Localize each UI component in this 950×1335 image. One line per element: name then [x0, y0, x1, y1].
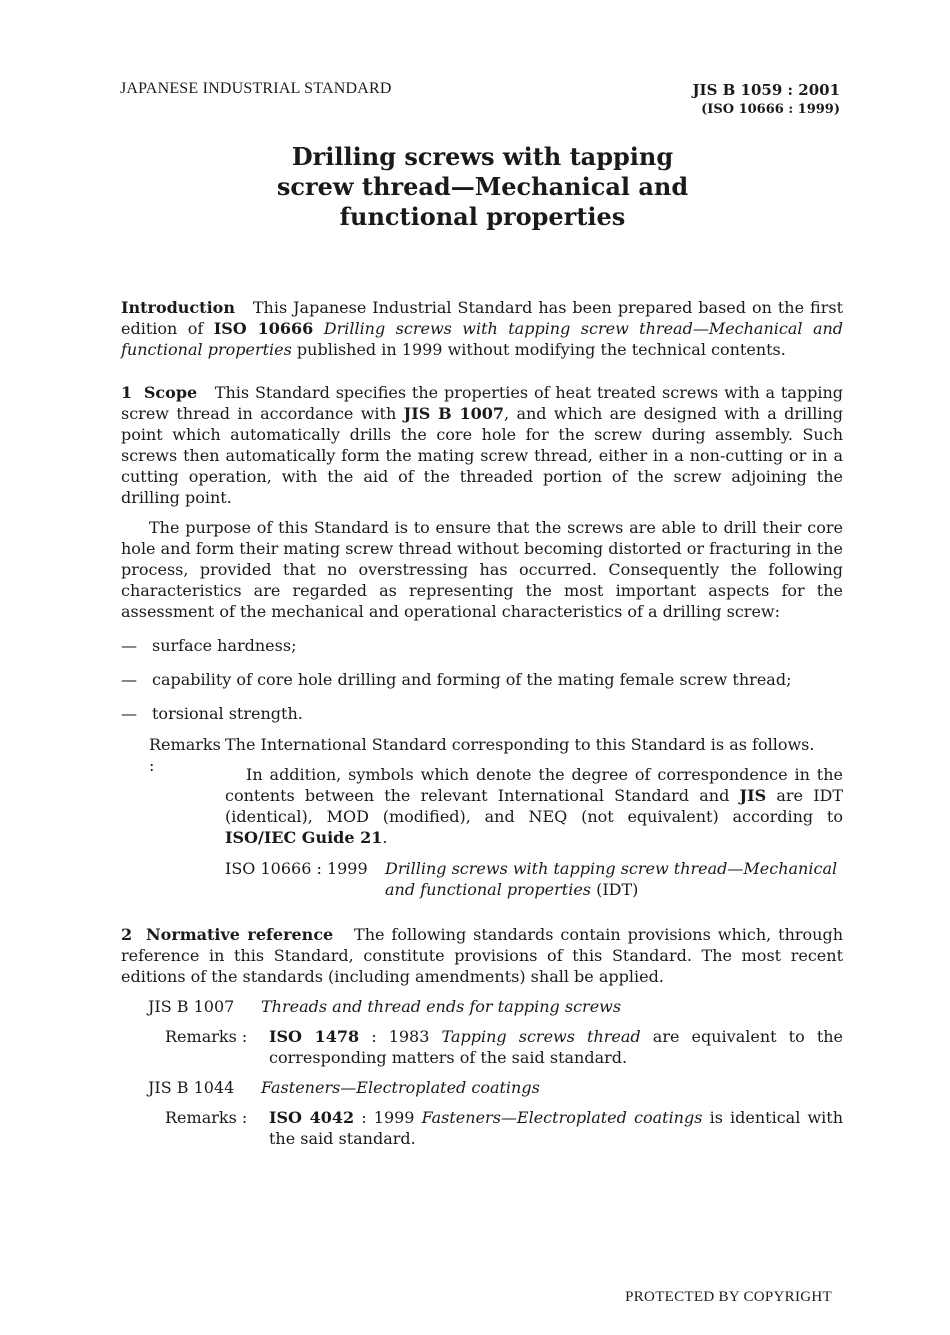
introduction-paragraph: [121, 297, 843, 360]
title-line-2: screw thread—Mechanical and: [276, 172, 689, 201]
reference-code: JIS B 1007: [148, 997, 235, 1016]
reference-code: JIS B 1044: [148, 1078, 235, 1097]
scope-purpose-paragraph: The purpose of this Standard is to ensure that the screws are able to drill their core hole and form their mating screw thread without becoming distorted or fracturing in the process, provided that no overstressing has occurred. Consequently the following characteristics are regarded as representing the most important aspects for the assessment of the mechanical and operational characteristics of a drilling screw:: [121, 518, 843, 621]
remarks-paragraph-2: [225, 764, 843, 848]
normative-reference-item: [121, 1077, 843, 1098]
copyright-footer: PROTECTED BY COPYRIGHT: [625, 1289, 832, 1305]
remarks-paragraph-1: The International Standard corresponding to this Standard is as follows.: [225, 735, 815, 754]
reference-remarks-tail: are equivalent to the corresponding matters of the said standard.: [269, 1027, 844, 1067]
remarks-text-c: .: [382, 828, 388, 847]
list-item: [121, 703, 843, 724]
list-item-text: torsional strength.: [152, 704, 303, 723]
remarks-jis: JIS: [739, 786, 767, 805]
normative-number: 2: [121, 925, 133, 944]
iso-correspondence: [225, 858, 843, 900]
reference-remarks-label: Remarks :: [165, 1027, 248, 1046]
dash-marker: —: [121, 670, 137, 689]
remarks-text-a: In addition, symbols which denote the degree of correspondence in the contents between the relevant International Standard and: [225, 765, 843, 805]
title-line-1: Drilling screws with tapping: [291, 142, 674, 171]
introduction-iso-ref: ISO 10666: [213, 319, 314, 338]
header-standard-label: JAPANESE INDUSTRIAL STANDARD: [120, 80, 392, 97]
list-item-text: surface hardness;: [152, 636, 297, 655]
normative-text: The following standards contain provisions which, through reference in this Standard, constitute provisions of this Standard. The most recent editions of the standards (including amendments) shall be applied.: [121, 925, 844, 986]
document-title: [200, 142, 765, 232]
introduction-heading: Introduction: [121, 298, 235, 317]
reference-remarks: [121, 1026, 843, 1068]
introduction-text-1: This Japanese Industrial Standard has been prepared based on the first edition of: [121, 298, 843, 338]
reference-remarks-label: Remarks :: [165, 1108, 248, 1127]
list-item-text: capability of core hole drilling and forming of the mating female screw thread;: [152, 670, 792, 689]
introduction-iso-title: Drilling screws with tapping screw thread—Mechanical and functional properties: [121, 319, 844, 359]
remarks-body: [225, 734, 843, 900]
scope-number: 1: [121, 383, 133, 402]
iso-correspondence-title-wrap: [385, 858, 843, 900]
reference-title: Threads and thread ends for tapping screws: [261, 997, 622, 1016]
header-designation-block: [650, 80, 840, 120]
reference-remarks-title: Fasteners—Electroplated coatings: [421, 1108, 703, 1127]
scope-text-1: This Standard specifies the properties of heat treated screws with a tapping screw thread in accordance with: [121, 383, 843, 423]
normative-reference-paragraph: [121, 924, 843, 987]
reference-remarks-year: : 1983: [371, 1027, 430, 1046]
reference-title: Fasteners—Electroplated coatings: [261, 1078, 540, 1097]
reference-remarks-text: [269, 1107, 843, 1149]
reference-remarks-tail: is identical with the said standard.: [269, 1108, 843, 1148]
document-body: [121, 297, 843, 1149]
remarks-label: Remarks :: [149, 735, 221, 775]
reference-remarks-year: : 1999: [361, 1108, 415, 1127]
reference-remarks-iso: ISO 1478: [269, 1027, 360, 1046]
scope-heading: Scope: [143, 383, 198, 402]
title-line-3: functional properties: [339, 202, 626, 231]
scope-paragraph: [121, 382, 843, 508]
scope-jis-ref: JIS B 1007: [403, 404, 504, 423]
introduction-text-2: published in 1999 without modifying the technical contents.: [296, 340, 786, 359]
iso-designation: (ISO 10666 : 1999): [701, 102, 840, 117]
iso-correspondence-title: Drilling screws with tapping screw thread—Mechanical and functional properties: [385, 859, 838, 899]
normative-heading: Normative reference: [146, 925, 334, 944]
iso-correspondence-code: ISO 10666 : 1999: [225, 859, 368, 878]
remarks-guide-ref: ISO/IEC Guide 21: [225, 828, 383, 847]
remarks-text-b: are IDT (identical), MOD (modified), and NEQ (not equivalent) according to: [225, 786, 844, 826]
iso-correspondence-degree: (IDT): [596, 880, 639, 899]
scope-text-2: , and which are designed with a drilling point which automatically drills the core hole for the screw during assembly. Such screws then automatically form the mating screw thread, either in a non-cutting or in a cutting operation, with the aid of the threaded portion of the screw adjoining the drilling point.: [121, 404, 844, 507]
list-item: [121, 635, 843, 656]
dash-marker: —: [121, 704, 137, 723]
reference-remarks-text: [269, 1026, 843, 1068]
reference-remarks-title: Tapping screws thread: [441, 1027, 641, 1046]
reference-remarks-iso: ISO 4042: [269, 1108, 355, 1127]
list-item: [121, 669, 843, 690]
dash-marker: —: [121, 636, 137, 655]
jis-designation: JIS B 1059 : 2001: [692, 81, 840, 99]
reference-remarks: [121, 1107, 843, 1149]
normative-reference-item: [121, 996, 843, 1017]
scope-remarks: [121, 734, 843, 900]
